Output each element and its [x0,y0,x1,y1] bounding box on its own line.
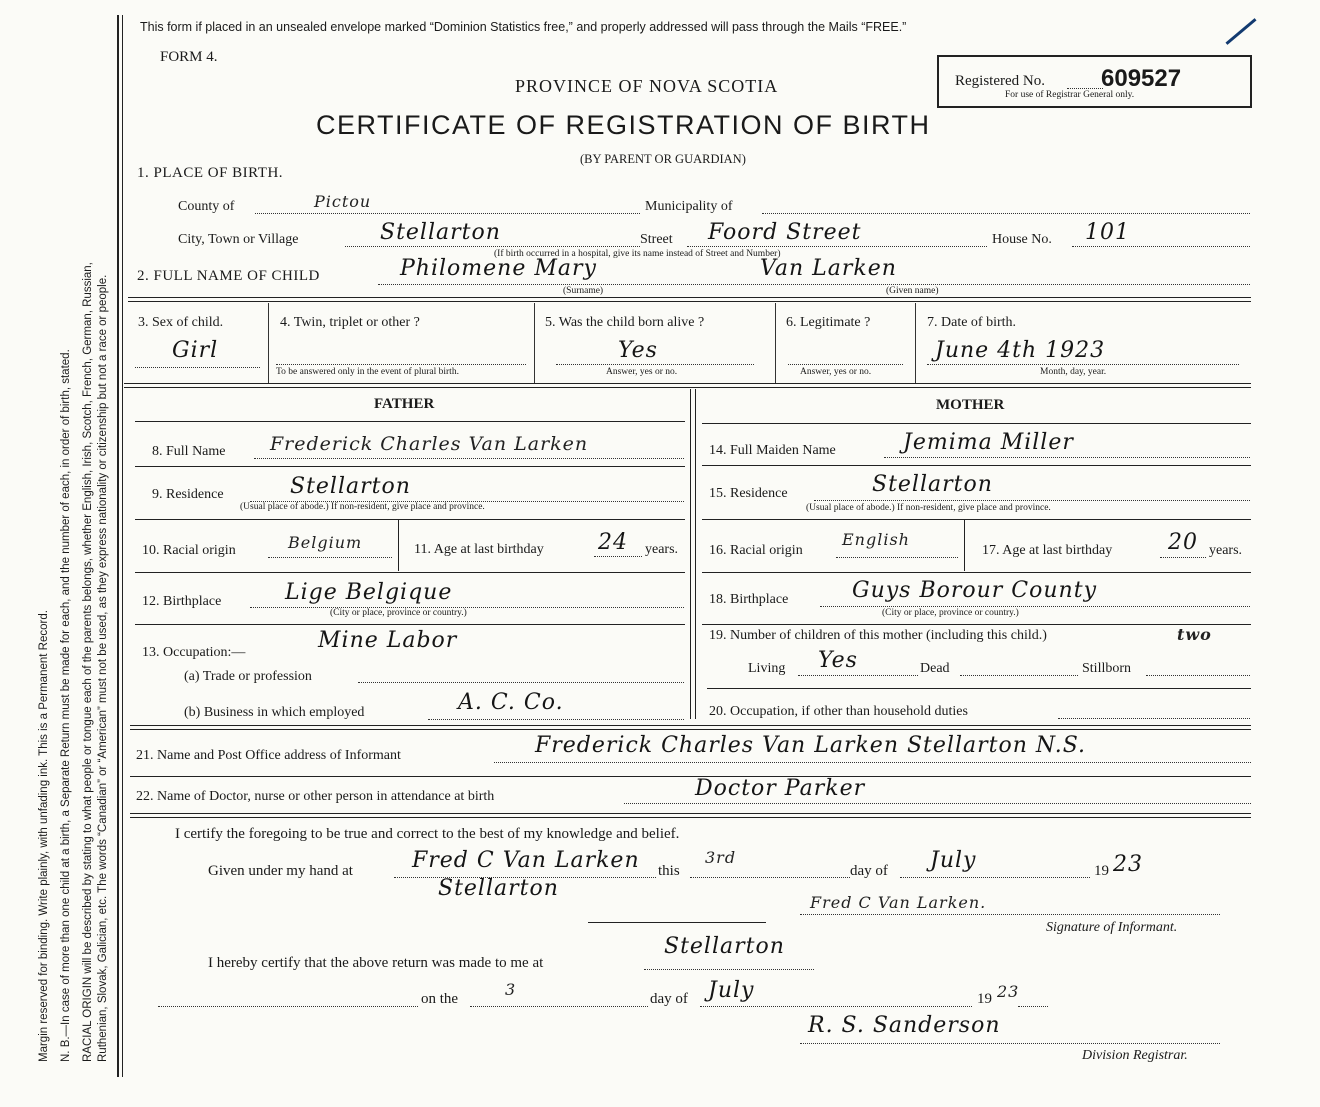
margin-nb-note: N. B.—In case of more than one child at a birth, a Separate Return must be made for each, and the number of each, in order of birth, stated. [60,349,72,1062]
dob-note: Month, day, year. [1040,367,1107,377]
father-name-label: 8. Full Name [152,444,226,459]
registrar-note: For use of Registrar General only. [1005,90,1135,100]
father-name-value: Frederick Charles Van Larken [270,433,589,455]
registrar-month-value: July [708,978,755,1003]
registrar-statement: I hereby certify that the above return was made to me at [208,955,544,971]
certificate-title: CERTIFICATE OF REGISTRATION OF BIRTH [316,110,931,140]
street-label: Street [640,232,673,247]
mother-name-value: Jemima Miller [903,430,1074,455]
mother-race-label: 16. Racial origin [709,543,803,558]
mother-age-unit: years. [1209,543,1243,558]
place-heading: 1. PLACE OF BIRTH. [137,165,284,181]
margin-racial-note-1: RACIAL ORIGIN will be described by stating to what people or tongue each of the parents belongs, whether English, Irish, Scotch, French, German, Russian, [82,262,94,1062]
father-occupation-label: 13. Occupation:— [142,645,246,660]
registered-value: 609527 [1101,65,1182,92]
municipality-label: Municipality of [645,199,733,214]
father-race-value: Belgium [288,533,363,552]
given-name-note: (Given name) [886,286,939,296]
dob-value: June 4th 1923 [935,338,1106,363]
city-label: City, Town or Village [178,232,299,247]
informant-value: Frederick Charles Van Larken Stellarton N.S. [535,733,1086,758]
father-heading: FATHER [374,396,435,412]
surname-note: (Surname) [563,286,604,296]
father-res-note: (Usual place of abode.) If non-resident, give place and province. [240,502,485,512]
father-race-label: 10. Racial origin [142,543,236,558]
registrar-day-value: 3 [505,980,517,999]
father-age-unit: years. [645,542,679,557]
county-label: County of [178,199,235,214]
father-business-label: (b) Business in which employed [184,705,365,720]
given-label: Given under my hand at [208,863,353,879]
certify-day-value: 3rd [705,848,737,867]
mother-children-value: two [1177,625,1212,644]
twin-note: To be answered only in the event of plural birth. [276,367,459,377]
child-name-label: 2. FULL NAME OF CHILD [137,268,320,284]
registrar-year-suffix: 23 [997,982,1020,1001]
certify-year-suffix: 23 [1113,852,1143,877]
margin-binding-note: Margin reserved for binding. Write plainly, with unfading ink. This is a Permanent Record. [38,610,50,1062]
mother-birthplace-label: 18. Birthplace [709,592,789,607]
registrar-dayof-label: day of [650,991,688,1007]
alive-label: 5. Was the child born alive ? [545,315,705,330]
house-label: House No. [992,232,1052,247]
mother-res-note: (Usual place of abode.) If non-resident, give place and province. [806,503,1051,513]
living-value: Yes [818,648,858,673]
dob-label: 7. Date of birth. [927,315,1017,330]
mother-birthplace-value: Guys Borour County [852,578,1097,603]
certify-year-prefix: 19 [1094,863,1109,879]
alive-note: Answer, yes or no. [606,367,678,377]
twin-label: 4. Twin, triplet or other ? [280,315,420,330]
father-birthplace-label: 12. Birthplace [142,594,222,609]
margin-racial-note-2: Ruthenian, Slovak, Galician, etc. The words “Canadian” or “American” must not be used, as they express nationality or citizenship but not a race or people. [97,274,109,1062]
registrar-signature: R. S. Sanderson [808,1013,1001,1038]
street-value: Foord Street [708,220,862,245]
mother-birthplace-note: (City or place, province or country.) [882,608,1019,618]
mother-name-label: 14. Full Maiden Name [709,443,836,458]
father-birthplace-value: Lige Belgique [285,580,453,605]
certify-statement: I certify the foregoing to be true and correct to the best of my knowledge and belief. [175,826,680,842]
hospital-note: (If birth occurred in a hospital, give its name instead of Street and Number) [494,249,781,259]
given-value: Fred C Van Larken [412,848,640,873]
mail-notice: This form if placed in an unsealed envelope marked “Dominion Statistics free,” and properly addressed will pass through the Mails “FREE.” [140,20,907,34]
legitimate-note: Answer, yes or no. [800,367,872,377]
mother-race-value: English [842,530,910,549]
informant-signature-label: Signature of Informant. [1046,920,1178,935]
mother-res-label: 15. Residence [709,486,788,501]
doctor-label: 22. Name of Doctor, nurse or other person in attendance at birth [136,789,495,804]
informant-label: 21. Name and Post Office address of Informant [136,748,401,763]
registered-label: Registered No. [955,73,1045,89]
city-value: Stellarton [380,220,501,245]
binding-rule [117,15,119,1077]
check-mark [1225,18,1256,45]
sex-label: 3. Sex of child. [138,315,224,330]
father-birthplace-note: (City or place, province or country.) [330,608,467,618]
mother-age-value: 20 [1168,530,1198,555]
legitimate-label: 6. Legitimate ? [786,315,871,330]
certify-place-value: Stellarton [438,876,559,901]
binding-rule-inner [122,15,123,1077]
stillborn-label: Stillborn [1082,661,1132,676]
house-value: 101 [1085,220,1130,245]
doctor-value: Doctor Parker [695,776,866,801]
certify-dayof-label: day of [850,863,888,879]
form-number: FORM 4. [160,49,218,65]
father-age-value: 24 [598,530,628,555]
registrar-signature-label: Division Registrar. [1082,1048,1188,1063]
mother-age-label: 17. Age at last birthday [982,543,1113,558]
province-title: PROVINCE OF NOVA SCOTIA [515,76,779,96]
registrar-place-value: Stellarton [664,934,785,959]
this-label: this [658,863,680,879]
registrar-year-prefix: 19 [977,991,992,1007]
father-res-value: Stellarton [290,474,411,499]
mother-heading: MOTHER [936,397,1005,413]
dead-label: Dead [920,661,950,676]
certify-month-value: July [930,848,977,873]
father-age-label: 11. Age at last birthday [414,542,544,557]
father-business-value: A. C. Co. [458,690,564,715]
father-res-label: 9. Residence [152,487,224,502]
mother-res-value: Stellarton [872,472,993,497]
child-first-names: Philomene Mary [400,256,597,281]
mother-occupation-label: 20. Occupation, if other than household duties [709,704,968,719]
certificate-subtitle: (BY PARENT OR GUARDIAN) [580,152,746,166]
child-surname: Van Larken [760,256,897,281]
living-label: Living [748,661,786,676]
county-value: Pictou [314,192,372,211]
father-trade-label: (a) Trade or profession [184,669,312,684]
informant-signature: Fred C Van Larken. [810,893,987,912]
alive-value: Yes [618,338,658,363]
mother-children-label: 19. Number of children of this mother (including this child.) [709,628,1047,643]
father-occupation-value: Mine Labor [318,628,458,653]
sex-value: Girl [172,338,219,363]
registrar-on-label: on the [421,991,459,1007]
registered-number-box [937,55,1252,108]
